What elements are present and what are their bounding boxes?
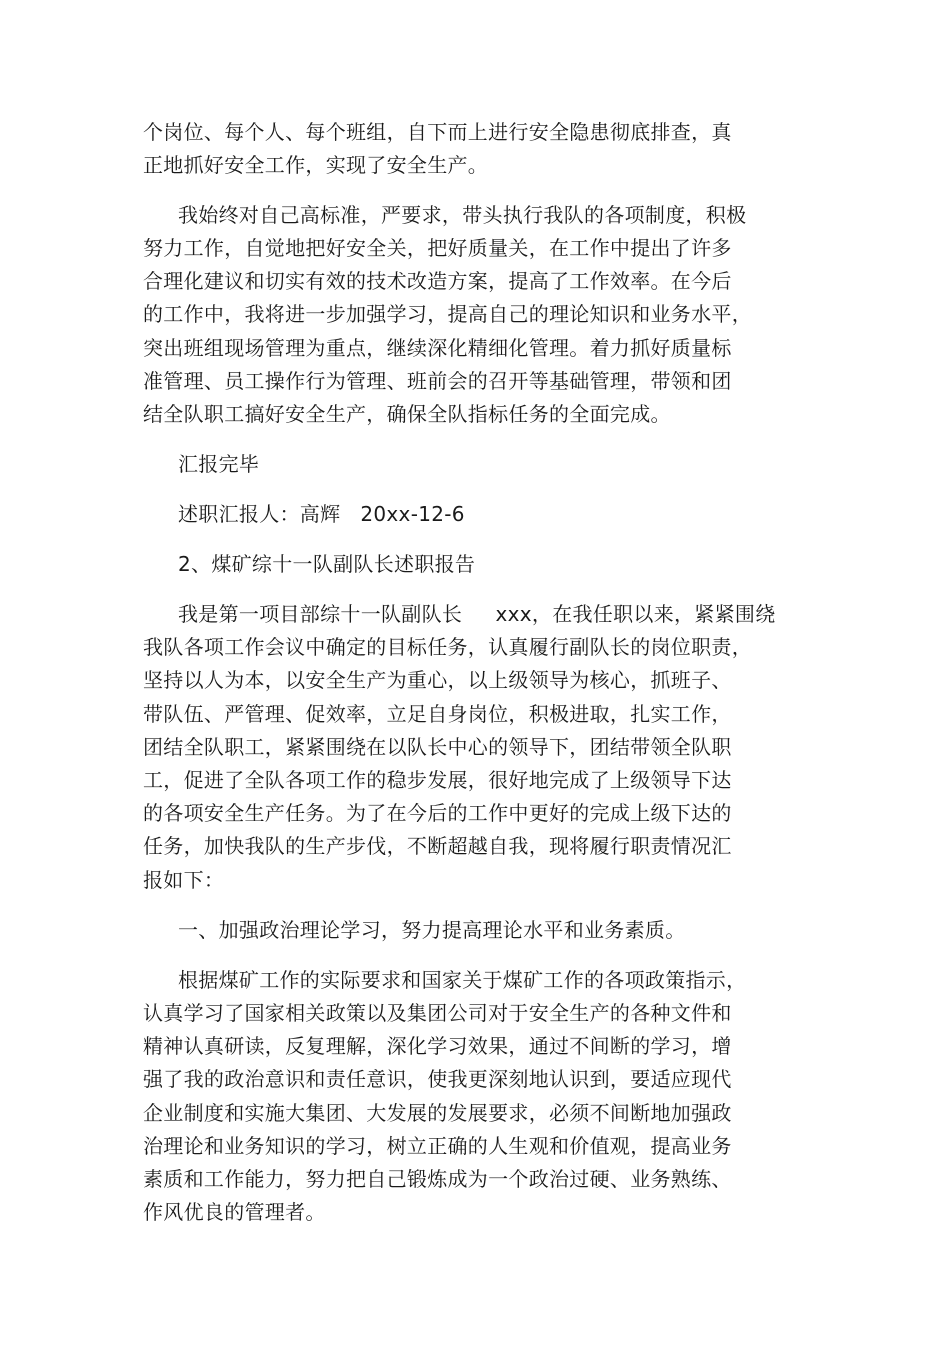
text-line: 正地抓好安全工作，实现了安全生产。 xyxy=(143,153,489,177)
text-line: 治理论和业务知识的学习，树立正确的人生观和价值观，提高业务 xyxy=(143,1134,732,1158)
text-line: 素质和工作能力，努力把自己锻炼成为一个政治过硬、业务熟练、 xyxy=(143,1167,732,1191)
text-line: 我队各项工作会议中确定的目标任务，认真履行副队长的岗位职责， xyxy=(143,635,752,659)
text-line: 认真学习了国家相关政策以及集团公司对于安全生产的各种文件和 xyxy=(143,1001,732,1025)
text-line: 团结全队职工，紧紧围绕在以队长中心的领导下，团结带领全队职 xyxy=(143,735,732,759)
text-line: 的工作中，我将进一步加强学习，提高自己的理论知识和业务水平， xyxy=(143,302,752,326)
text-line: 结全队职工搞好安全生产，确保全队指标任务的全面完成。 xyxy=(143,402,671,426)
closing-line: 汇报完毕 xyxy=(178,452,260,476)
text-line: 个岗位、每个人、每个班组，自下而上进行安全隐患彻底排查，真 xyxy=(143,120,732,144)
text-line: 坚持以人为本，以安全生产为重心，以上级领导为核心，抓班子、 xyxy=(143,668,732,692)
text-line: 突出班组现场管理为重点，继续深化精细化管理。着力抓好质量标 xyxy=(143,336,732,360)
section-title: 2、煤矿综十一队副队长述职报告 xyxy=(178,552,476,576)
text-line: 带队伍、严管理、促效率，立足自身岗位，积极进取，扎实工作， xyxy=(143,702,732,726)
text-line: 我是第一项目部综十一队副队长 xxx，在我任职以来，紧紧围绕 xyxy=(178,602,776,626)
section-heading: 一、加强政治理论学习，努力提高理论水平和业务素质。 xyxy=(178,918,686,942)
text-line: 任务，加快我队的生产步伐，不断超越自我，现将履行职责情况汇 xyxy=(143,834,732,858)
text-line: 作风优良的管理者。 xyxy=(143,1200,326,1224)
text-line: 的各项安全生产任务。为了在今后的工作中更好的完成上级下达的 xyxy=(143,801,732,825)
text-line: 努力工作，自觉地把好安全关，把好质量关，在工作中提出了许多 xyxy=(143,236,732,260)
text-line: 合理化建议和切实有效的技术改造方案，提高了工作效率。在今后 xyxy=(143,269,732,293)
text-line: 根据煤矿工作的实际要求和国家关于煤矿工作的各项政策指示， xyxy=(178,968,747,992)
signature-line: 述职汇报人：高辉 20xx-12-6 xyxy=(178,502,465,526)
text-line: 报如下： xyxy=(143,868,225,892)
text-line: 我始终对自己高标准，严要求，带头执行我队的各项制度，积极 xyxy=(178,203,747,227)
text-line: 准管理、员工操作行为管理、班前会的召开等基础管理，带领和团 xyxy=(143,369,732,393)
text-line: 强了我的政治意识和责任意识，使我更深刻地认识到，要适应现代 xyxy=(143,1067,732,1091)
text-line: 工，促进了全队各项工作的稳步发展，很好地完成了上级领导下达 xyxy=(143,768,732,792)
text-line: 精神认真研读，反复理解，深化学习效果，通过不间断的学习，增 xyxy=(143,1034,732,1058)
text-line: 企业制度和实施大集团、大发展的发展要求，必须不间断地加强政 xyxy=(143,1101,732,1125)
